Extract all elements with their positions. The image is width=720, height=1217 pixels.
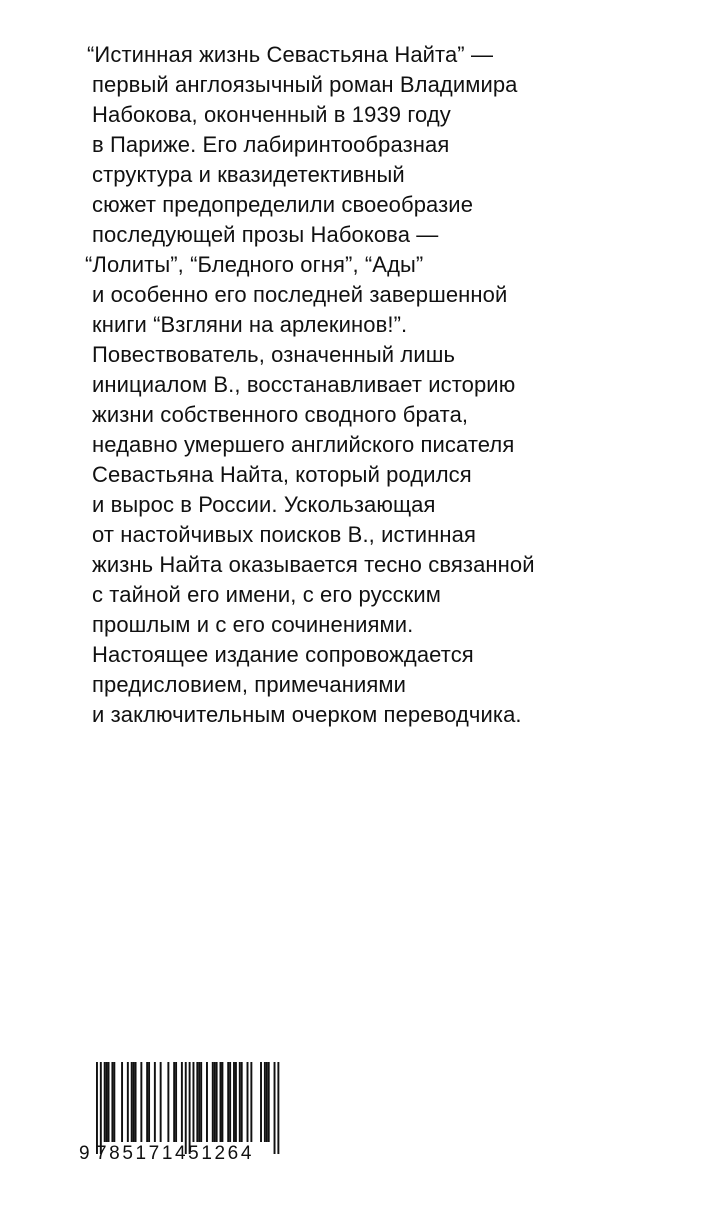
barcode-bar <box>127 1062 129 1142</box>
barcode-bar <box>140 1062 142 1142</box>
barcode-bar <box>173 1062 175 1142</box>
blurb-line: предисловием, примечаниями <box>92 672 407 697</box>
barcode-bar <box>229 1062 231 1142</box>
barcode-bar <box>260 1062 262 1142</box>
barcode-bar <box>135 1062 137 1142</box>
isbn-barcode <box>79 1062 281 1166</box>
barcode-bar <box>181 1062 183 1142</box>
blurb-line: последующей прозы Набокова — <box>92 222 439 247</box>
barcode-bar <box>106 1062 108 1142</box>
barcode-bar <box>233 1062 235 1142</box>
barcode-bar <box>146 1062 148 1142</box>
barcode-bar <box>250 1062 252 1142</box>
blurb-line: структура и квазидетективный <box>92 162 405 187</box>
barcode-bar <box>239 1062 241 1142</box>
blurb-line: Набокова, оконченный в 1939 году <box>92 102 451 127</box>
barcode-bar <box>212 1062 214 1142</box>
barcode-bar <box>214 1062 216 1142</box>
barcode-bar <box>160 1062 162 1142</box>
barcode-bar <box>221 1062 223 1142</box>
barcode-guard-bar <box>185 1062 187 1154</box>
barcode-bar <box>193 1062 195 1142</box>
barcode-bar <box>216 1062 218 1142</box>
barcode-guard-bar <box>96 1062 98 1154</box>
barcode-bar <box>148 1062 150 1142</box>
barcode-bar <box>108 1062 110 1142</box>
barcode-bar <box>264 1062 266 1142</box>
barcode-bar <box>113 1062 115 1142</box>
blurb-line: Повествователь, означенный лишь <box>92 342 456 367</box>
blurb-line: прошлым и с его сочинениями. <box>92 612 414 637</box>
barcode-bar <box>268 1062 270 1142</box>
blurb-line: жизни собственного сводного брата, <box>92 402 469 427</box>
barcode-bar <box>200 1062 202 1142</box>
barcode-guard-bar <box>277 1062 279 1154</box>
barcode-bar <box>247 1062 249 1142</box>
barcode-bar <box>131 1062 133 1142</box>
barcode-bar <box>266 1062 268 1142</box>
barcode-bar <box>206 1062 208 1142</box>
barcode-bar <box>198 1062 200 1142</box>
blurb-line: книги “Взгляни на арлекинов!”. <box>92 312 408 337</box>
barcode-bar <box>227 1062 229 1142</box>
blurb-line: и вырос в России. Ускользающая <box>92 492 436 517</box>
blurb-line: и особенно его последней завершенной <box>92 282 508 307</box>
blurb-line: Настоящее издание сопровождается <box>92 642 474 667</box>
blurb-line: инициалом В., восстанавливает историю <box>92 372 516 397</box>
barcode-bar <box>121 1062 123 1142</box>
blurb-line: недавно умершего английского писателя <box>92 432 515 457</box>
barcode-bar <box>133 1062 135 1142</box>
barcode-bar <box>154 1062 156 1142</box>
blurb-line: в Париже. Его лабиринтообразная <box>92 132 450 157</box>
blurb-line: с тайной его имени, с его русским <box>92 582 442 607</box>
isbn-first-digit: 9 <box>79 1143 90 1164</box>
barcode-guard-bar <box>189 1062 191 1154</box>
blurb-line: сюжет предопределили своеобразие <box>92 192 474 217</box>
barcode-guard-bar <box>274 1062 276 1154</box>
barcode-bar <box>220 1062 222 1142</box>
barcode-bar <box>167 1062 169 1142</box>
barcode-guard-bar <box>100 1062 102 1154</box>
blurb-line: от настойчивых поисков В., истинная <box>92 522 476 547</box>
barcode-bar <box>175 1062 177 1142</box>
isbn-digits: 785171451264 <box>96 1143 255 1164</box>
blurb-line: жизнь Найта оказывается тесно связанной <box>92 552 535 577</box>
barcode-bar <box>196 1062 198 1142</box>
blurb-line: первый англоязычный роман Владимира <box>92 72 518 97</box>
barcode-bar <box>111 1062 113 1142</box>
barcode-bar <box>235 1062 237 1142</box>
blurb-line: Севастьяна Найта, который родился <box>92 462 472 487</box>
barcode-bar <box>104 1062 106 1142</box>
blurb-line: и заключительным очерком переводчика. <box>92 702 522 727</box>
blurb-line: “Лолиты”, “Бледного огня”, “Ады” <box>85 252 424 277</box>
barcode-bar <box>241 1062 243 1142</box>
blurb-line: “Истинная жизнь Севастьяна Найта” — <box>87 42 494 67</box>
